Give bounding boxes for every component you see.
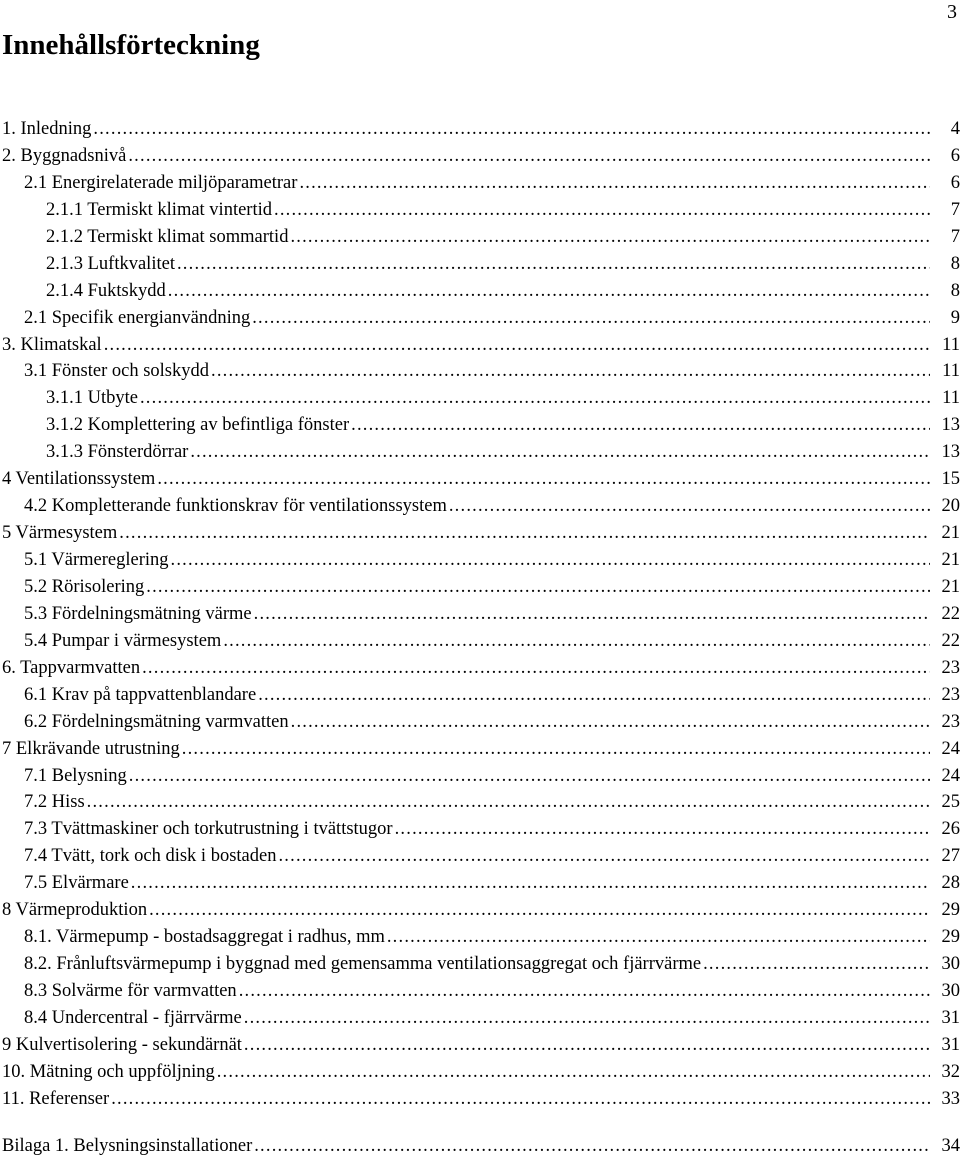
toc-entry-page: 22 <box>941 603 960 624</box>
toc-entry-label: 2.1.3 Luftkvalitet <box>46 253 175 274</box>
toc-entry[interactable] <box>0 924 960 951</box>
toc-entry-label: 2.1.4 Fuktskydd <box>46 280 166 301</box>
toc-entry[interactable] <box>0 789 960 816</box>
toc-entry-page: 4 <box>950 119 960 139</box>
toc-entry-label: 7.1 Belysning <box>24 765 127 786</box>
toc-entry-page: 33 <box>941 1088 960 1109</box>
toc-dot-leader <box>211 358 930 385</box>
toc-dot-leader <box>274 197 930 224</box>
toc-entry[interactable] <box>0 763 960 790</box>
toc-entry-label: 5.1 Värmereglering <box>24 550 169 570</box>
toc-dot-leader <box>129 763 930 790</box>
toc-entry[interactable] <box>0 412 960 439</box>
toc-dot-leader <box>111 1086 930 1113</box>
toc-dot-leader <box>278 843 930 870</box>
toc-entry[interactable] <box>0 655 960 682</box>
toc-entry-label: 6.1 Krav på tappvattenblandare <box>24 684 257 705</box>
toc-entry-label: 4.2 Kompletterande funktionskrav för ventilationssystem <box>24 496 447 517</box>
toc-dot-leader <box>244 1005 930 1032</box>
toc-entry[interactable] <box>0 816 960 843</box>
toc-entry-label: 2.1.2 Termiskt klimat sommartid <box>46 226 289 247</box>
toc-dot-leader <box>351 412 930 439</box>
toc-entry[interactable] <box>0 682 960 709</box>
toc-entry-label: 2.1.1 Termiskt klimat vintertid <box>46 199 272 220</box>
toc-entry[interactable] <box>0 385 960 412</box>
toc-entry-label: 2.1 Specifik energianvändning <box>24 307 251 328</box>
toc-dot-leader <box>157 466 930 493</box>
toc-entry-page: 23 <box>941 684 960 705</box>
toc-entry-page: 26 <box>941 819 960 840</box>
toc-entry[interactable] <box>0 116 960 143</box>
toc-entry[interactable] <box>0 709 960 736</box>
toc-entry-page: 21 <box>941 550 960 570</box>
toc-entry[interactable] <box>0 951 960 978</box>
toc-entry-label: 3. Klimatskal <box>2 334 102 355</box>
toc-dot-leader <box>177 251 930 278</box>
toc-entry[interactable] <box>0 628 960 655</box>
toc-entry-label: 5.4 Pumpar i värmesystem <box>24 630 222 651</box>
toc-entry[interactable] <box>0 978 960 1005</box>
toc-entry-label: 7.2 Hiss <box>24 792 85 813</box>
toc-dot-leader <box>93 116 930 143</box>
toc-entry-page: 32 <box>941 1061 960 1082</box>
toc-entry[interactable] <box>0 897 960 924</box>
toc-entry-label: 2.1 Energirelaterade miljöparametrar <box>24 172 298 193</box>
toc-entry[interactable] <box>0 197 960 224</box>
toc-entry-label: 7.4 Tvätt, tork och disk i bostaden <box>24 846 277 867</box>
toc-dot-leader <box>223 628 930 655</box>
toc-entry[interactable] <box>0 574 960 601</box>
toc-entry-page: 20 <box>941 496 960 517</box>
toc-entry-page: 31 <box>941 1034 960 1055</box>
toc-entry-page: 7 <box>950 199 960 220</box>
toc-dot-leader <box>387 924 930 951</box>
toc-entry-page: 29 <box>941 900 960 921</box>
toc-entry-page: 15 <box>941 469 960 490</box>
toc-entry-label: 10. Mätning och uppföljning <box>2 1061 215 1082</box>
toc-entry-label: 8 Värmeproduktion <box>2 900 148 921</box>
toc-entry-label: 3.1.2 Komplettering av befintliga fönster <box>46 415 350 436</box>
toc-entry[interactable] <box>0 439 960 466</box>
toc-entry-label: 5.3 Fördelningsmätning värme <box>24 603 252 624</box>
toc-entry[interactable] <box>0 1133 960 1160</box>
toc-entry-page: 13 <box>941 415 960 436</box>
toc-entry-page: 23 <box>941 711 960 732</box>
toc-entry-label: 11. Referenser <box>2 1088 110 1109</box>
toc-dot-leader <box>190 439 930 466</box>
toc-dot-leader <box>119 520 930 547</box>
toc-entry[interactable] <box>0 1086 960 1113</box>
toc-dot-leader <box>140 385 930 412</box>
toc-entry-label: 5 Värmesystem <box>2 523 118 544</box>
toc-dot-leader <box>142 655 930 682</box>
page-number: 3 <box>947 1 957 23</box>
toc-entry[interactable] <box>0 1059 960 1086</box>
toc-entry-page: 22 <box>941 630 960 651</box>
toc-entry-page: 30 <box>941 954 960 975</box>
toc-entry-label: 6.2 Fördelningsmätning varmvatten <box>24 711 289 732</box>
toc-entry-page: 28 <box>941 873 960 894</box>
toc-entry[interactable] <box>0 305 960 332</box>
toc-entry-page: 23 <box>941 657 960 678</box>
toc-entry[interactable] <box>0 1005 960 1032</box>
toc-entry-page: 11 <box>942 361 960 382</box>
toc-entry-label: 2. Byggnadsnivå <box>2 145 127 166</box>
toc-entry-page: 21 <box>941 523 960 544</box>
toc-entry[interactable] <box>0 170 960 197</box>
toc-entry-label: 8.4 Undercentral - fjärrvärme <box>24 1007 242 1028</box>
toc-entry-page: 11 <box>942 334 960 355</box>
toc-dot-leader <box>254 601 930 628</box>
toc-entry-page: 6 <box>950 145 960 166</box>
toc-entry-label: 9 Kulvertisolering - sekundärnät <box>2 1034 242 1055</box>
toc-entry[interactable] <box>0 224 960 251</box>
toc-entry-page: 25 <box>941 792 960 813</box>
toc-dot-leader <box>239 978 930 1005</box>
toc-entry-label: 7.5 Elvärmare <box>24 873 129 894</box>
toc-entry[interactable] <box>0 547 960 574</box>
toc-dot-leader <box>395 816 930 843</box>
toc-dot-leader <box>244 1032 930 1059</box>
toc-entry-page: 6 <box>950 172 960 193</box>
toc-dot-leader <box>128 143 930 170</box>
toc-dot-leader <box>149 897 930 924</box>
toc-entry-page: 30 <box>941 981 960 1001</box>
toc-entry-page: 11 <box>942 388 960 409</box>
toc-entry-label: 8.2. Frånluftsvärmepump i byggnad med gemensamma ventilationsaggregat och fjärrvärme <box>24 954 702 975</box>
toc-dot-leader <box>104 332 930 359</box>
toc-entry[interactable] <box>0 601 960 628</box>
toc-entry-page: 24 <box>941 738 960 759</box>
toc-entry-label: 6. Tappvarmvatten <box>2 657 141 678</box>
toc-dot-leader <box>252 305 930 332</box>
toc-dot-leader <box>290 224 930 251</box>
toc-dot-leader <box>87 789 930 816</box>
toc-entry-label: Bilaga 1. Belysningsinstallationer <box>2 1135 253 1156</box>
toc-dot-leader <box>182 736 930 763</box>
toc-entry-page: 9 <box>950 307 960 328</box>
toc-entry-label: 5.2 Rörisolering <box>24 576 145 597</box>
toc-dot-leader <box>131 870 930 897</box>
toc-entry-page: 21 <box>941 576 960 597</box>
toc-entry[interactable] <box>0 278 960 305</box>
toc-entry-page: 29 <box>941 927 960 948</box>
toc-entry[interactable] <box>0 358 960 385</box>
toc-entry[interactable] <box>0 1032 960 1059</box>
toc-entry-page: 31 <box>941 1007 960 1028</box>
toc-dot-leader <box>258 682 930 709</box>
toc-entry[interactable] <box>0 466 960 493</box>
toc-entry-page: 34 <box>941 1135 960 1156</box>
toc-entry[interactable] <box>0 870 960 897</box>
toc-entry[interactable] <box>0 736 960 763</box>
toc-entry-label: 3.1 Fönster och solskydd <box>24 361 209 382</box>
toc-dot-leader <box>291 709 930 736</box>
toc-entry-label: 8.3 Solvärme för varmvatten <box>24 981 237 1001</box>
toc-entry[interactable] <box>0 143 960 170</box>
toc-entry-label: 4 Ventilationssystem <box>2 469 156 490</box>
toc-entry[interactable] <box>0 843 960 870</box>
toc-dot-leader <box>171 547 930 574</box>
toc-dot-leader <box>254 1133 930 1160</box>
toc-entry[interactable] <box>0 520 960 547</box>
toc-entry-label: 7 Elkrävande utrustning <box>2 738 180 759</box>
toc-entry-page: 8 <box>950 280 960 301</box>
toc-dot-leader <box>146 574 930 601</box>
toc-entry[interactable] <box>0 332 960 359</box>
toc-entry-page: 13 <box>941 442 960 463</box>
toc-entry-label: 3.1.3 Fönsterdörrar <box>46 442 189 463</box>
toc-entry[interactable] <box>0 493 960 520</box>
toc-entry-page: 27 <box>941 846 960 867</box>
toc-entry-label: 8.1. Värmepump - bostadsaggregat i radhus, mm <box>24 927 385 948</box>
toc-entry-label: 7.3 Tvättmaskiner och torkutrustning i tvättstugor <box>24 819 393 840</box>
toc-dot-leader <box>217 1059 930 1086</box>
toc-entry-label: 1. Inledning <box>2 119 92 139</box>
toc-entry[interactable] <box>0 251 960 278</box>
toc-dot-leader <box>449 493 930 520</box>
toc-entry-label: 3.1.1 Utbyte <box>46 388 138 409</box>
toc-entry-page: 8 <box>950 253 960 274</box>
toc-dot-leader <box>703 951 930 978</box>
toc-title: Innehållsförteckning <box>2 29 260 61</box>
toc-list <box>0 116 960 1160</box>
toc-entry-page: 24 <box>941 765 960 786</box>
toc-dot-leader <box>168 278 930 305</box>
toc-entry-page: 7 <box>950 226 960 247</box>
toc-dot-leader <box>299 170 930 197</box>
